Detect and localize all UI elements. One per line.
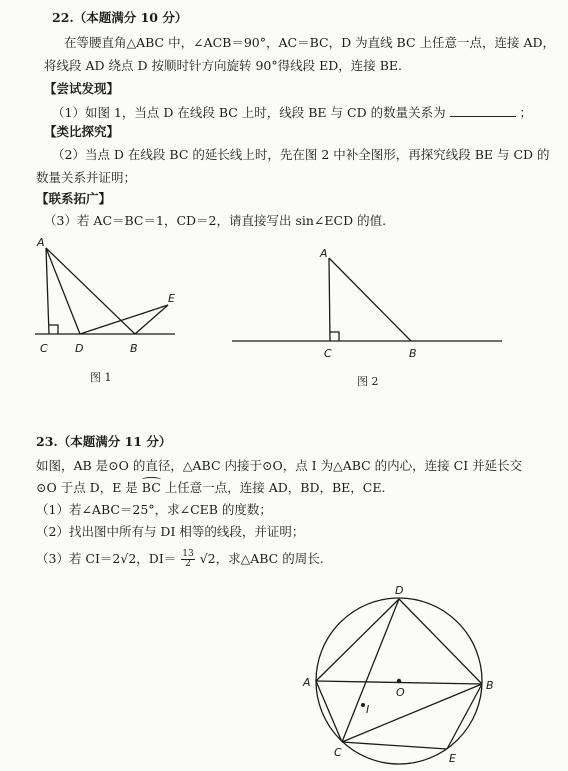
q22-intro-line1: 在等腰直角△ABC 中，∠ACB＝90°，AC＝BC，D 为直线 BC 上任意一点，连接 AD， [64, 35, 556, 50]
segment-BE [447, 684, 482, 749]
q22-intro-line2: 将线段 AD 绕点 D 按顺时针方向旋转 90°得线段 ED，连接 BE. [44, 58, 402, 73]
fig2-label-C: C [324, 347, 332, 360]
fig23-label-E: E [449, 752, 456, 765]
q22-section-try: 【尝试发现】 [44, 81, 120, 96]
q22-part1-end: ； [519, 105, 533, 120]
fig23-label-A: A [303, 676, 311, 689]
segment-BD [399, 599, 482, 684]
segment-AC [316, 681, 342, 742]
fig23-label-C: C [334, 746, 342, 759]
fig23-label-D: D [395, 584, 404, 597]
center-point-O [397, 679, 401, 683]
segment-BC [342, 684, 482, 742]
q23-intro-line2-pre: ⊙O 于点 D，E 是 [36, 480, 138, 495]
q22-section-analogy: 【类比探究】 [44, 124, 120, 139]
fig1-label-C: C [40, 342, 48, 355]
q22-part2-line2: 数量关系并证明； [36, 170, 137, 185]
segment-AD [316, 599, 399, 681]
fig1-label-D: D [75, 342, 84, 355]
q23-part1: （1）若∠ABC＝25°，求∠CEB 的度数； [36, 502, 272, 517]
q23-part3-post: √2，求△ABC 的周长. [199, 551, 324, 566]
q23-arc-BC: BC [141, 480, 161, 495]
q23-part3-pre: （3）若 CI＝2√2，DI＝ [36, 551, 177, 566]
q22-section-extend: 【联系拓广】 [36, 191, 112, 206]
fig23-label-B: B [486, 679, 494, 692]
q23-intro-line1: 如图，AB 是⊙O 的直径，△ABC 内接于⊙O，点 I 为△ABC 的内心，连接 CI 并延长交 [36, 458, 523, 473]
fig23-label-I: I [366, 703, 370, 716]
q22-part2-line1: （2）当点 D 在线段 BC 的延长线上时，先在图 2 中补全图形，再探究线段 BE 与 CD 的 [52, 147, 550, 162]
q22-part3: （3）若 AC＝BC＝1，CD＝2，请直接写出 sin∠ECD 的值. [44, 213, 387, 228]
fig2-label-B: B [409, 347, 417, 360]
q22-part1-text: （1）如图 1，当点 D 在线段 BC 上时，线段 BE 与 CD 的数量关系为 [52, 105, 446, 120]
q23-intro-line2-post: 上任意一点，连接 AD，BD，BE，CE. [164, 480, 386, 495]
q23-part3-fraction-den: 2 [185, 559, 191, 569]
q23-part2: （2）找出图中所有与 DI 相等的线段，并证明； [36, 524, 305, 539]
q23-part3-fraction-num: 13 [182, 549, 194, 559]
fig1-label-A: A [37, 236, 45, 249]
fig1-label-E: E [168, 292, 175, 305]
fig2-label-A: A [320, 247, 328, 260]
fig2-caption: 图 2 [357, 375, 379, 388]
incenter-point-I [361, 703, 365, 707]
segment-CD [342, 599, 399, 742]
q22-heading: 22.（本题满分 10 分） [52, 10, 188, 25]
fig1-label-B: B [130, 342, 138, 355]
fig1-caption: 图 1 [90, 371, 112, 384]
q23-heading: 23.（本题满分 11 分） [36, 434, 172, 449]
fig23-label-O: O [396, 686, 405, 699]
segment-CE [342, 742, 447, 749]
